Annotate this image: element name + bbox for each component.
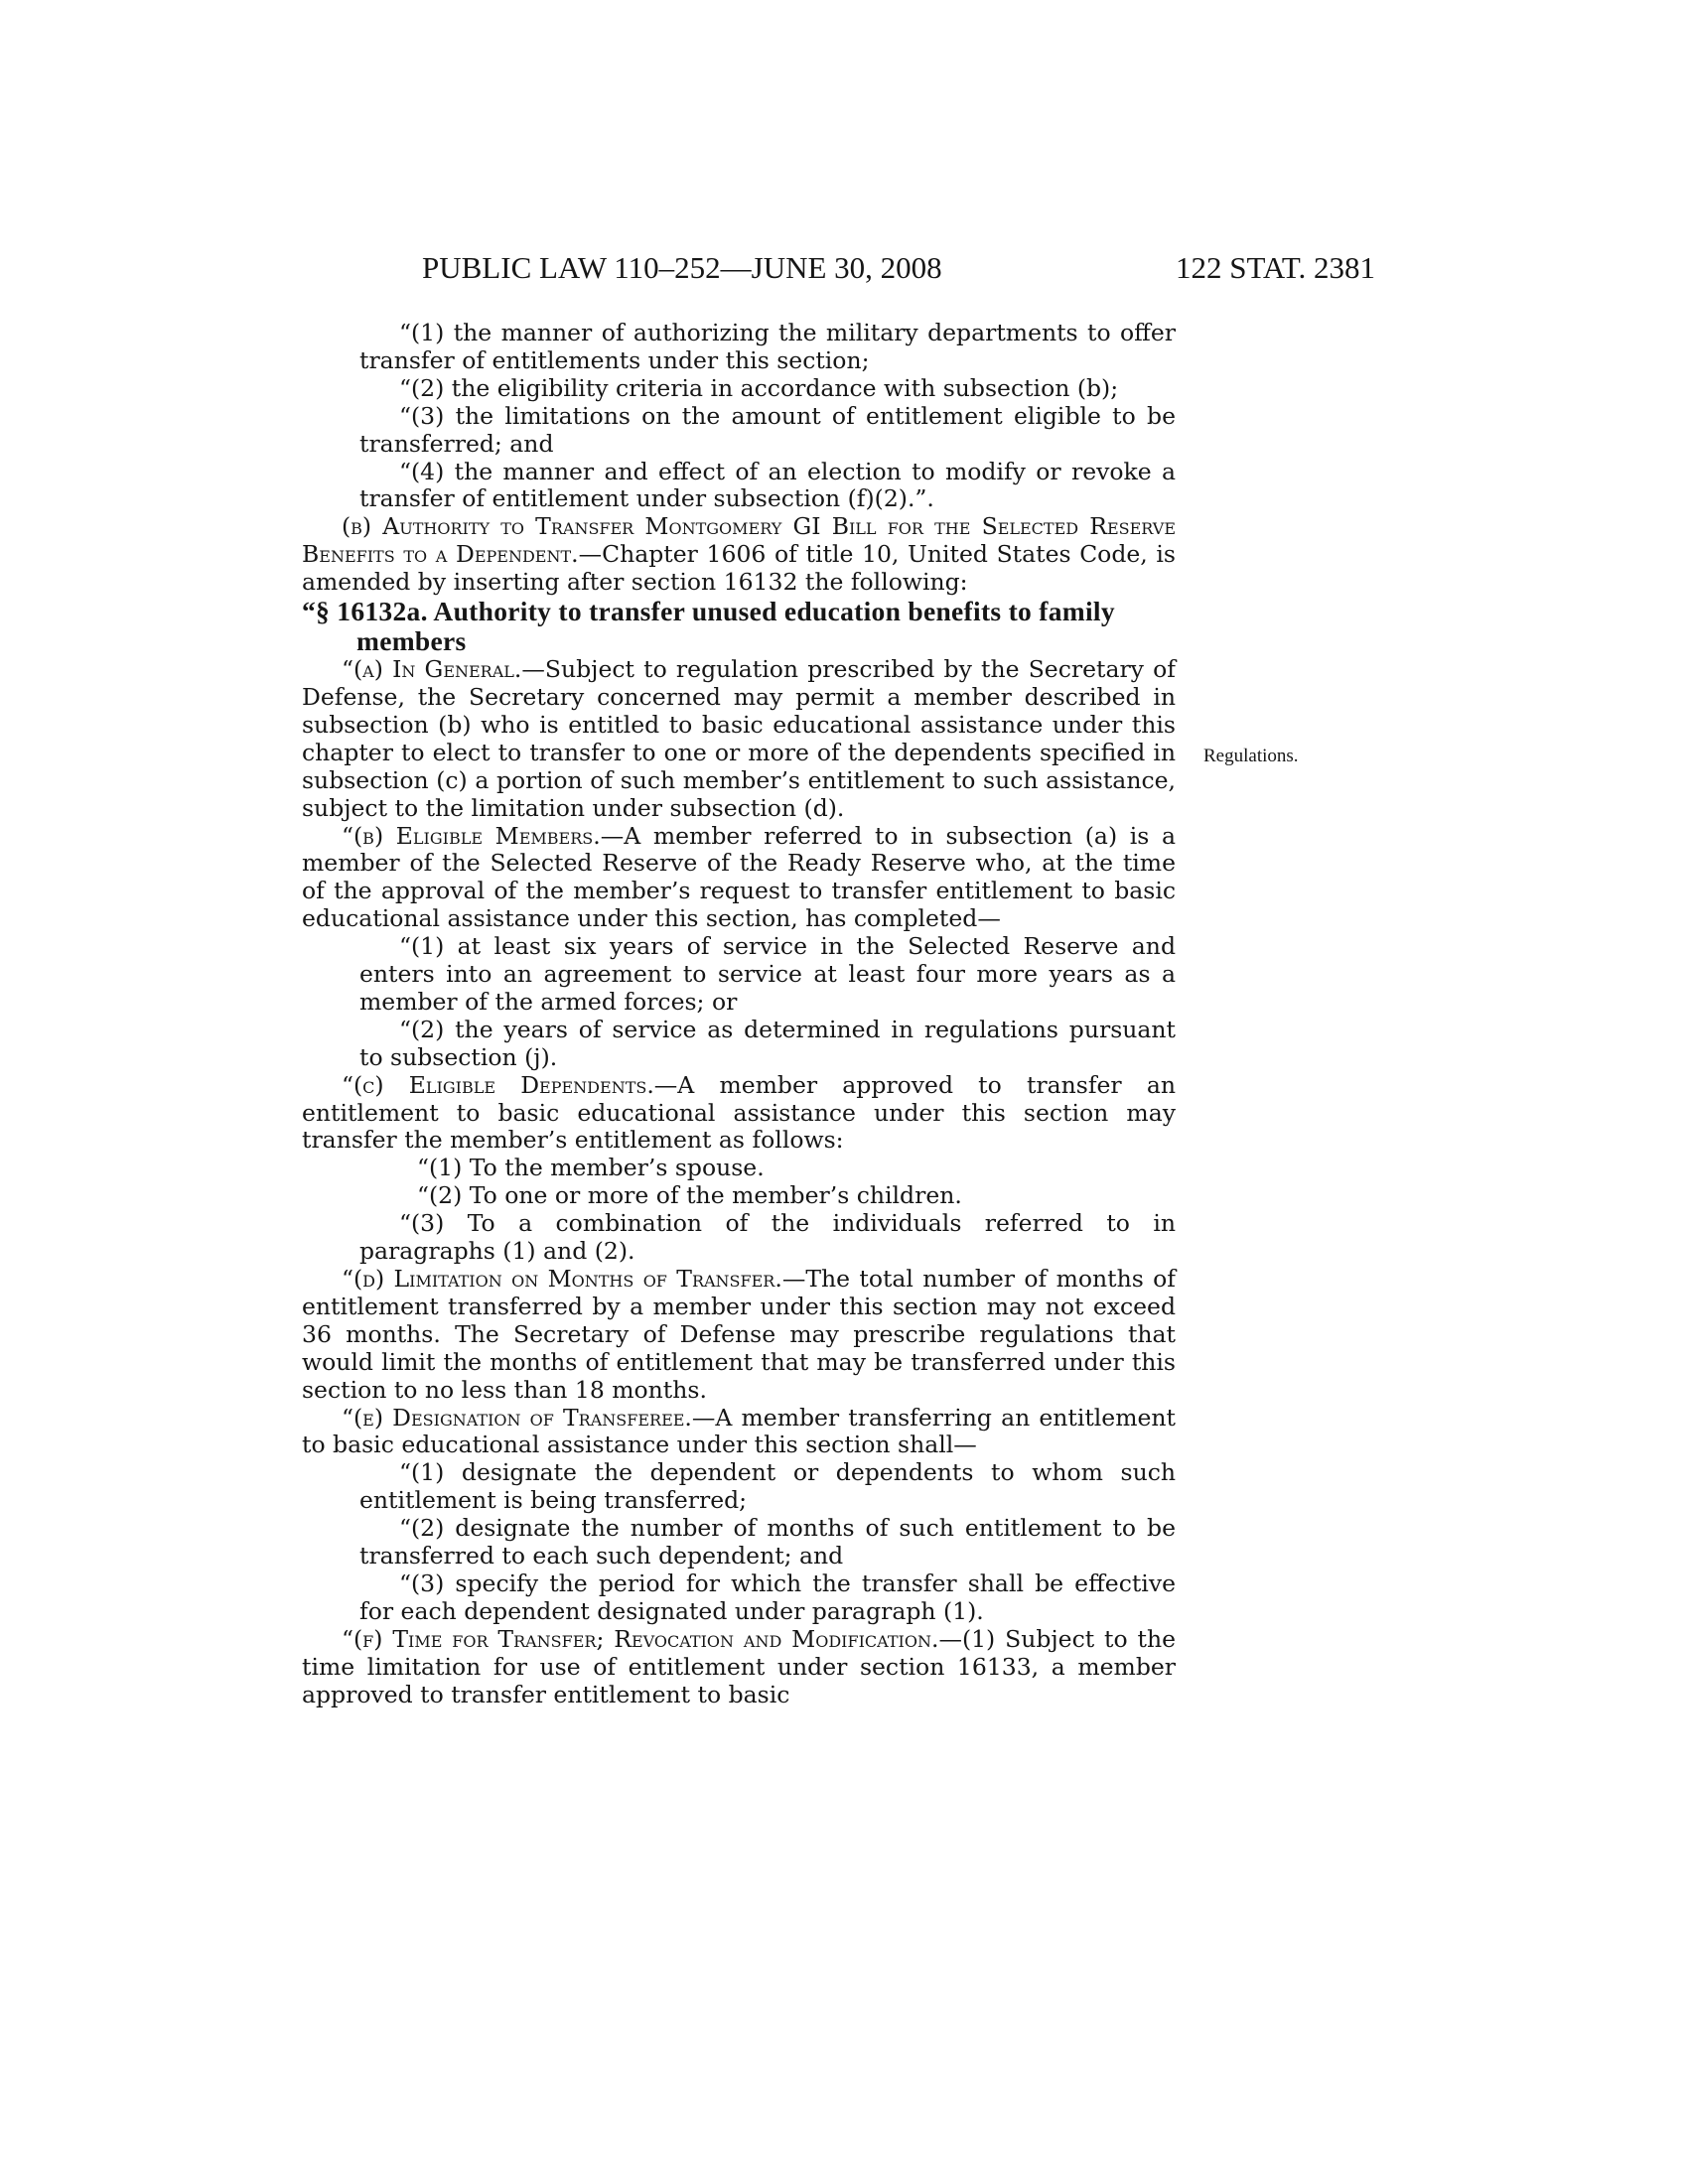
paragraph — [302, 1570, 1176, 1626]
subsection-heading: (b) Authority to Transfer Montgomery GI Bill for the Selected Reserve Benefits to a Dependent. — [302, 512, 1176, 569]
paragraph — [302, 1155, 1176, 1182]
paragraph-text: —A member approved to transfer an entitlement to basic educational assistance under this section may transfer the member’s entitlement as follows: — [302, 1070, 1176, 1155]
paragraph-text: “(1) the manner of authorizing the military departments to offer transfer of entitlements under this section; — [359, 319, 1176, 374]
paragraph-text: “(1) at least six years of service in the Selected Reserve and enters into an agreement to service at least four more years as a member of the armed forces; or — [359, 932, 1176, 1016]
subsection-heading: “(b) Eligible Members. — [342, 821, 601, 850]
paragraph-text: “(4) the manner and effect of an election to modify or revoke a transfer of entitlement under subsection (f)(2).”. — [359, 457, 1176, 513]
paragraph — [302, 1182, 1176, 1210]
paragraph-text: —Chapter 1606 of title 10, United States Code, is amended by inserting after section 16132 the following: — [302, 540, 1176, 597]
paragraph — [302, 823, 1176, 934]
paragraph-text: “(1) designate the dependent or dependents to whom such entitlement is being transferred; — [359, 1458, 1176, 1515]
subsection-heading: “(c) Eligible Dependents. — [342, 1070, 654, 1099]
paragraph — [302, 656, 1176, 822]
paragraph — [302, 1459, 1176, 1515]
paragraph-text: “(3) specify the period for which the transfer shall be effective for each dependent designated under paragraph (1). — [359, 1569, 1176, 1625]
paragraph — [302, 1017, 1176, 1072]
paragraph-text: —Subject to regulation prescribed by the Secretary of Defense, the Secretary concerned may permit a member described in subsection (b) who is entitled to basic educational assistance under this chapter to elect to transfer to one or more of the dependents specified in subsection (c) a portion of such member’s entitlement to such assistance, subject to the limitation under subsection (d). — [302, 655, 1176, 822]
paragraph-text: “(2) designate the number of months of such entitlement to be transferred to each such dependent; and — [359, 1514, 1176, 1570]
paragraph — [302, 1210, 1176, 1266]
paragraph — [302, 1266, 1176, 1405]
paragraph-text: “(2) To one or more of the member’s children. — [417, 1181, 962, 1210]
paragraph-text: —The total number of months of entitlement transferred by a member under this section may not exceed 36 months. The Secretary of Defense may prescribe regulations that would limit the months of entitlement that may be transferred under this section to no less than 18 months. — [302, 1265, 1176, 1404]
paragraph — [302, 1405, 1176, 1460]
statute-page-number: 122 STAT. 2381 — [1175, 250, 1375, 285]
subsection-heading: “(e) Designation of Transferee. — [342, 1403, 692, 1432]
subsection-heading: “(f) Time for Transfer; Revocation and Modification. — [342, 1624, 939, 1653]
paragraph-text: “(2) the years of service as determined in regulations pursuant to subsection (j). — [359, 1015, 1176, 1071]
paragraph — [302, 459, 1176, 514]
paragraph-text: “(2) the eligibility criteria in accordance with subsection (b); — [399, 373, 1119, 402]
paragraph-text: “(3) the limitations on the amount of entitlement eligible to be transferred; and — [359, 401, 1176, 458]
paragraph — [302, 1515, 1176, 1570]
section-heading: “§ 16132a. Authority to transfer unused education benefits to family members — [302, 596, 1115, 657]
paragraph — [302, 513, 1176, 597]
subsection-heading: “(a) In General. — [342, 655, 522, 684]
public-law-citation: PUBLIC LAW 110–252—JUNE 30, 2008 — [422, 250, 942, 285]
paragraph-text: “(3) To a combination of the individuals referred to in paragraphs (1) and (2). — [359, 1209, 1176, 1266]
paragraph — [302, 320, 1176, 375]
running-header — [422, 248, 1375, 288]
document-body — [302, 320, 1176, 1709]
paragraph-text: —A member referred to in subsection (a) is a member of the Selected Reserve of the Ready Reserve who, at the time of the approval of the member’s request to transfer entitlement to basic educational assistance under this section, has completed— — [302, 821, 1176, 933]
paragraph-text: “(1) To the member’s spouse. — [417, 1154, 765, 1182]
margin-note: Regulations. — [1203, 746, 1299, 766]
paragraph — [302, 375, 1176, 403]
paragraph — [302, 933, 1176, 1017]
paragraph — [302, 1626, 1176, 1709]
paragraph-text: —A member transferring an entitlement to basic educational assistance under this section shall— — [302, 1403, 1176, 1459]
paragraph — [302, 1072, 1176, 1156]
paragraph — [302, 403, 1176, 459]
paragraph-text: —(1) Subject to the time limitation for use of entitlement under section 16133, a member approved to transfer entitlement to basic — [302, 1624, 1176, 1708]
subsection-heading: “(d) Limitation on Months of Transfer. — [342, 1265, 782, 1293]
